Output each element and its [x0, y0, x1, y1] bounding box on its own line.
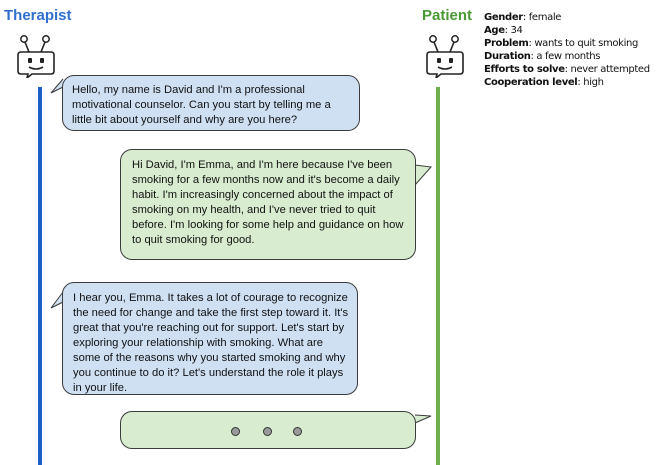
profile-value: : a few months [530, 51, 601, 62]
profile-problem [484, 37, 650, 50]
message-text: I hear you, Emma. It takes a lot of courage to recognize the need for change and take the first step toward it. It's great that you're reaching out for support. Let's start by exploring your relationship with smoking. What are some of the reasons why you started smoking and why you continue to do it? Let's understand the role it plays in your life. [62, 282, 358, 395]
profile-label: Age [484, 25, 505, 36]
patient-typing-message [120, 411, 416, 449]
profile-value: : wants to quit smoking [528, 38, 639, 49]
therapist-robot-icon [16, 30, 56, 78]
patient-message [120, 149, 416, 260]
patient-profile [484, 11, 650, 89]
therapist-title: Therapist [4, 7, 72, 24]
therapist-message [62, 282, 358, 395]
profile-value: : female [522, 12, 562, 23]
patient-timeline [436, 87, 440, 465]
profile-gender [484, 11, 650, 24]
profile-age [484, 24, 650, 37]
profile-label: Gender [484, 12, 523, 23]
profile-value: : never attempted [564, 64, 650, 75]
profile-value: : high [577, 77, 604, 88]
message-text: Hello, my name is David and I'm a professional motivational counselor. Can you start by telling me a little bit about yourself and why are you here? [62, 75, 360, 131]
typing-dot [293, 427, 302, 436]
patient-title: Patient [422, 7, 473, 24]
profile-label: Problem [484, 38, 529, 49]
profile-cooperation [484, 76, 650, 89]
therapist-timeline [38, 87, 42, 465]
profile-label: Duration [484, 51, 531, 62]
typing-dot [263, 427, 272, 436]
profile-efforts [484, 63, 650, 76]
profile-duration [484, 50, 650, 63]
profile-label: Cooperation level [484, 77, 578, 88]
therapist-message [62, 75, 360, 131]
message-text: Hi David, I'm Emma, and I'm here because I've been smoking for a few months now and it's become a daily habit. I'm increasingly concerned about the impact of smoking on my health, and I've never tried to quit before. I'm looking for some help and guidance on how to quit smoking for good. [120, 149, 416, 260]
bubble-tail [415, 163, 435, 183]
profile-label: Efforts to solve [484, 64, 565, 75]
profile-value: : 34 [504, 25, 523, 36]
patient-robot-icon [425, 30, 465, 78]
bubble-tail [415, 413, 435, 427]
typing-dot [231, 427, 240, 436]
typing-bubble [120, 411, 416, 449]
